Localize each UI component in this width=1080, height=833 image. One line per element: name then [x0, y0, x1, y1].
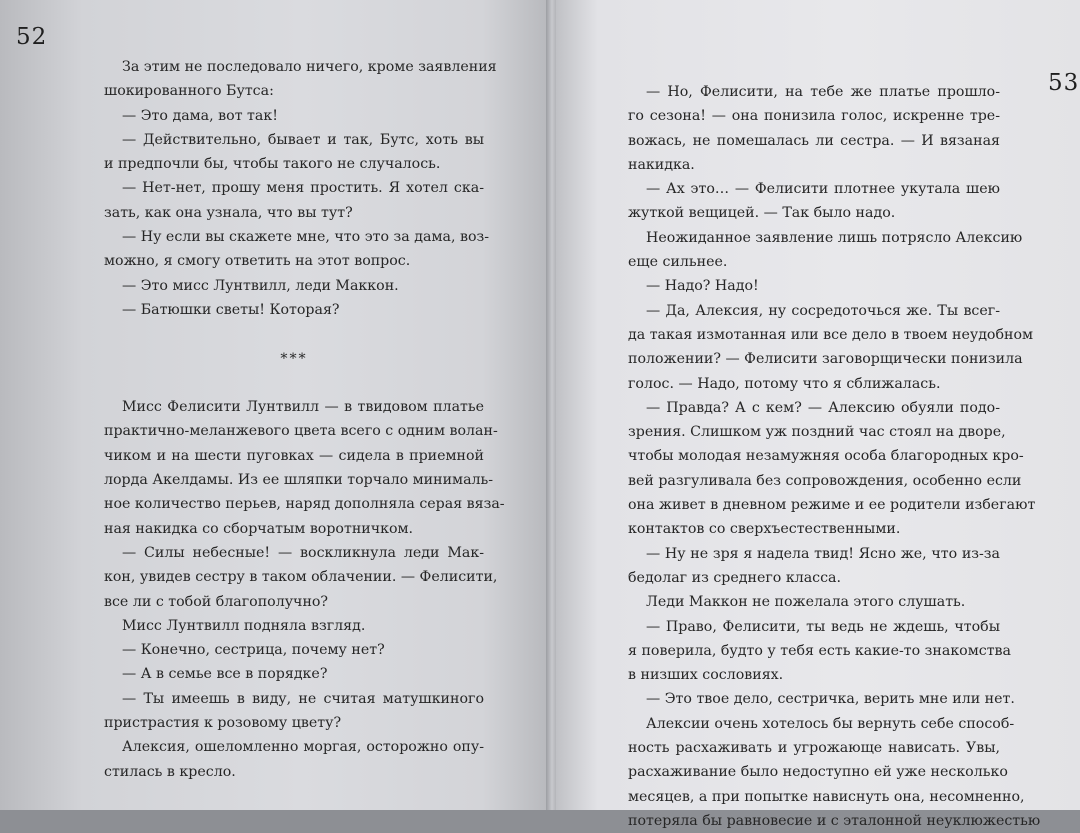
- text-line: Алексии очень хотелось бы вернуть себе способ-: [646, 715, 1015, 732]
- blank-line: [104, 322, 484, 346]
- text-line: — Правда? А с кем? — Алексию обуяли подо-: [646, 399, 1000, 416]
- text-line: да такая измотанная или все дело в твоем неудобном: [628, 326, 1034, 343]
- text-line: ная накидка со сборчатым воротничком.: [104, 520, 414, 537]
- text-line: — Ах это… — Фелисити плотнее укутала шею: [646, 181, 1000, 198]
- text-line: контактов со сверхъестественными.: [628, 521, 901, 538]
- text-line: бедолаг из среднего класса.: [628, 569, 842, 586]
- text-line: шокированного Бутса:: [104, 83, 274, 100]
- text-line: — Конечно, сестрица, почему нет?: [122, 642, 385, 659]
- text-line: — Нет-нет, прошу меня простить. Я хотел ска-: [122, 180, 484, 197]
- text-line: — Право, Фелисити, ты ведь не ждешь, чтобы: [646, 618, 1000, 635]
- text-line: жуткой вещицей. — Так было надо.: [628, 205, 896, 222]
- text-line: — Ну не зря я надела твид! Ясно же, что из-за: [646, 545, 1000, 562]
- text-line: — Ну если вы скажете мне, что это за дама, воз-: [122, 229, 490, 246]
- text-line: стилась в кресло.: [104, 763, 236, 780]
- text-line: — А в семье все в порядке?: [122, 666, 328, 683]
- text-line: — Действительно, бывает и так, Бутс, хоть вы: [122, 131, 484, 148]
- right-page: [556, 0, 1080, 829]
- text-line: я поверила, будто у тебя есть какие-то знакомства: [628, 642, 1012, 659]
- text-line: и предпочли бы, чтобы такого не случалось.: [104, 156, 441, 173]
- page-number-right: 53: [1048, 70, 1080, 96]
- page-number-left: 52: [16, 24, 48, 50]
- text-line: — Но, Фелисити, на тебе же платье прошло-: [646, 84, 1000, 100]
- text-line: ное количество перьев, наряд дополняла серая вяза-: [104, 496, 505, 513]
- text-line: вей разгуливала без сопровождения, особенно если: [628, 472, 1022, 489]
- text-line: Алексия, ошеломленно моргая, осторожно опу-: [122, 739, 484, 756]
- text-line: расхаживание было недоступно ей уже несколько: [628, 764, 1008, 781]
- text-line: — Это твое дело, сестричка, верить мне или нет.: [646, 691, 1015, 708]
- text-line: можно, я смогу ответить на этот вопрос.: [104, 253, 411, 270]
- text-line: она живет в дневном режиме и ее родители избегают: [628, 497, 1036, 514]
- text-line: Мисс Лунтвилл подняла взгляд.: [122, 617, 366, 634]
- text-line: накидка.: [628, 156, 695, 173]
- text-line: — Силы небесные! — воскликнула леди Мак-: [122, 544, 484, 561]
- text-line: Леди Маккон не пожелала этого слушать.: [646, 594, 966, 611]
- text-line: кон, увидев сестру в таком облачении. — Фелисити,: [104, 569, 498, 586]
- text-line: в низших сословиях.: [628, 667, 784, 684]
- text-line: пристрастия к розовому цвету?: [104, 715, 342, 732]
- text-line: положении? — Фелисити заговорщически понизила: [628, 351, 1023, 368]
- section-separator: ***: [280, 350, 308, 367]
- right-page-text: [628, 80, 1041, 833]
- text-line: — Надо? Надо!: [646, 278, 759, 295]
- text-line: еще сильнее.: [628, 254, 728, 271]
- text-line: За этим не последовало ничего, кроме заявления: [122, 59, 497, 75]
- text-line: ность расхаживать и угрожающе нависать. Увы,: [628, 740, 1000, 757]
- text-line: Неожиданное заявление лишь потрясло Алексию: [646, 229, 1023, 246]
- text-line: зрения. Слишком уж поздний час стоял на дворе,: [628, 424, 1006, 441]
- text-line: го сезона! — она понизила голос, искренне тре-: [628, 108, 1000, 125]
- text-line: — Да, Алексия, ну сосредоточься же. Ты всег-: [646, 302, 1000, 319]
- text-line: все ли с тобой благополучно?: [104, 593, 329, 610]
- text-line: — Это мисс Лунтвилл, леди Маккон.: [122, 277, 399, 294]
- left-page: [0, 0, 548, 810]
- text-line: Мисс Фелисити Лунтвилл — в твидовом платье: [122, 399, 484, 416]
- text-line: лорда Акелдамы. Из ее шляпки торчало минималь-: [104, 472, 494, 489]
- text-line: чтобы молодая незамужняя особа благородных кро-: [628, 448, 1024, 465]
- text-line: чиком и на шести пуговках — сидела в приемной: [104, 447, 484, 464]
- text-line: — Батюшки светы! Которая?: [122, 301, 340, 318]
- text-line: вожась, не помешалась ли сестра. — И вязаная: [628, 132, 1000, 149]
- text-line: зать, как она узнала, что вы тут?: [104, 204, 353, 221]
- left-page-text: [104, 55, 505, 784]
- text-line: практично-меланжевого цвета всего с одним волан-: [104, 423, 498, 440]
- text-line: месяцев, а при попытке нависнуть она, несомненно,: [628, 788, 1025, 805]
- text-line: — Это дама, вот так!: [122, 107, 278, 124]
- text-line: голос. — Надо, потому что я сближалась.: [628, 375, 941, 392]
- text-line: потеряла бы равновесие и с эталонной неуклюжестью: [628, 812, 1041, 829]
- blank-line: [104, 371, 484, 395]
- text-line: — Ты имеешь в виду, не считая матушкиного: [122, 690, 484, 707]
